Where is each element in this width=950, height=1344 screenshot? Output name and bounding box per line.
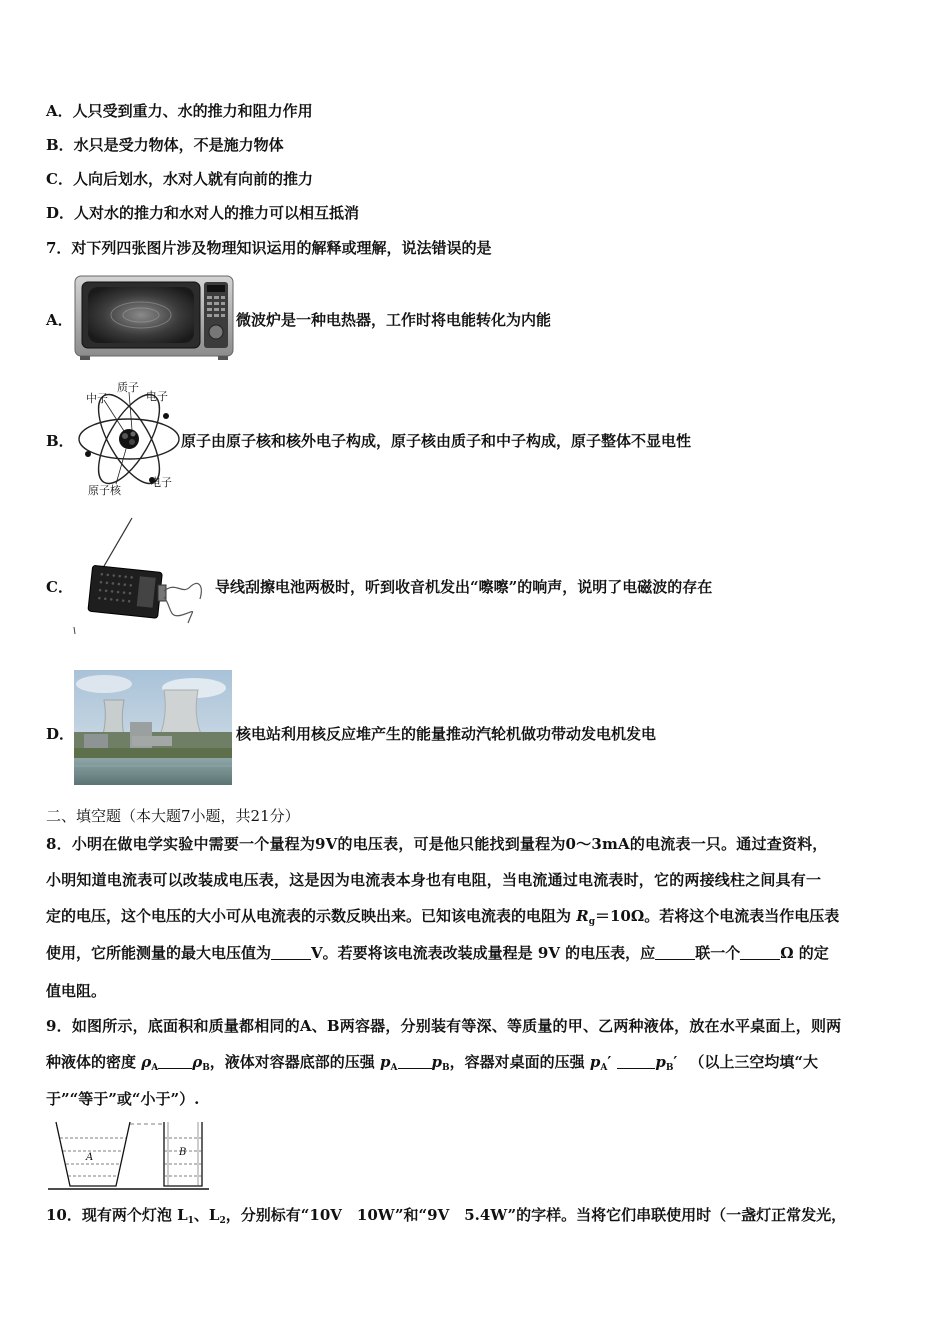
nuclear-plant-image: [74, 670, 232, 785]
atom-label-electron-bottom: 电子: [150, 476, 172, 489]
q8-line-4: [46, 943, 829, 963]
q7-a-text: 微波炉是一种电热器，工作时将电能转化为内能: [236, 311, 552, 329]
q8-resistance-subscript: g: [588, 917, 595, 927]
q8-line-5: 值电阻。: [46, 982, 107, 1000]
q9-p-b-prime-sub: B: [665, 1063, 674, 1073]
radio-battery-image: [72, 515, 212, 637]
q9-container-b-label: B: [179, 1147, 187, 1158]
q8-line-3: [46, 906, 839, 932]
q8-line-3-text-a: 定的电压，这个电压的大小可从电流表的示数反映出来。已知该电流表的电阻为: [46, 907, 577, 925]
q9-rho-a-sub: A: [151, 1063, 159, 1073]
q8-blank-3[interactable]: [740, 945, 780, 960]
q8-line-4-text-b: V。若要将该电流表改装成量程是 9V 的电压表，应: [311, 944, 656, 962]
q6-option-c: C．人向后划水，水对人就有向前的推力: [46, 170, 313, 188]
q9-line-1: 9．如图所示，底面积和质量都相同的A、B两容器，分别装有等深、等质量的甲、乙两种液体，放在水平桌面上，则两: [46, 1017, 842, 1035]
q7-stem: 7．对下列四张图片涉及物理知识运用的解释或理解，说法错误的是: [46, 239, 492, 257]
q9-line-2: [46, 1052, 818, 1078]
atom-label-neutron: 中子: [86, 392, 108, 405]
q10-text-a: 10．现有两个灯泡 L: [46, 1206, 188, 1224]
q7-d-label: D．: [46, 725, 75, 743]
q9-p-b-prime: p: [655, 1053, 666, 1071]
q7-c-label: C．: [46, 578, 73, 596]
q9-blank-3[interactable]: [617, 1054, 655, 1069]
q10-sub-2: 2: [219, 1216, 226, 1226]
q10-line-1: [46, 1205, 846, 1231]
q8-blank-1[interactable]: [271, 945, 311, 960]
q8-line-4-text-c: 联一个: [695, 944, 741, 962]
q9-prime-1: ′: [607, 1053, 612, 1071]
q9-prime-2: ′: [673, 1053, 678, 1071]
q6-option-b: B．水只是受力物体，不是施力物体: [46, 136, 284, 154]
q10-sub-1: 1: [187, 1216, 194, 1226]
q9-p-b: p: [431, 1053, 443, 1071]
q7-c-text: 导线刮擦电池两极时，听到收音机发出“嚓嚓”的响声，说明了电磁波的存在: [215, 578, 713, 596]
q9-line-2-text-d: （以上三空均填“大: [689, 1053, 819, 1071]
q9-p-a-prime-sub: A: [600, 1063, 608, 1073]
q9-line-2-text-b: ，液体对容器底部的压强: [209, 1053, 381, 1071]
q8-line-4-text-d: Ω 的定: [780, 944, 829, 962]
q7-b-text: 原子由原子核和核外电子构成，原子核由质子和中子构成，原子整体不显电性: [181, 432, 692, 450]
atom-label-electron-top: 电子: [146, 390, 168, 403]
q7-b-label: B．: [46, 432, 74, 450]
q8-line-3-text-b: ＝10Ω。若将这个电流表当作电压表: [595, 907, 840, 925]
q9-line-2-text-a: 种液体的密度: [46, 1053, 142, 1071]
q9-line-3: 于”“等于”或“小于”）.: [46, 1090, 200, 1108]
q8-line-1: 8．小明在做电学实验中需要一个量程为9V的电压表，可是他只能找到量程为0～3mA的电流表一只。通过查资料，: [46, 835, 828, 853]
microwave-image: [74, 275, 234, 361]
q9-blank-2[interactable]: [398, 1054, 432, 1069]
section2-title: 二、填空题（本大题7小题，共21分）: [46, 807, 300, 825]
atom-label-proton: 质子: [117, 381, 139, 394]
q8-line-4-text-a: 使用，它所能测量的最大电压值为: [46, 944, 272, 962]
q9-containers-figure: [46, 1118, 211, 1193]
q9-rho-b-sub: B: [202, 1063, 210, 1073]
q10-text-b: 、L: [193, 1206, 220, 1224]
q9-blank-1[interactable]: [158, 1054, 192, 1069]
q9-line-2-text-c: ，容器对桌面的压强: [449, 1053, 590, 1071]
q7-d-text: 核电站利用核反应堆产生的能量推动汽轮机做功带动发电机发电: [236, 725, 657, 743]
q7-a-label: A．: [46, 311, 73, 329]
q9-p-a: p: [380, 1053, 391, 1071]
q9-p-a-sub: A: [390, 1063, 398, 1073]
q8-resistance-symbol: R: [576, 907, 589, 925]
q9-p-a-prime: p: [589, 1053, 601, 1071]
q6-option-a: A．人只受到重力、水的推力和阻力作用: [46, 102, 313, 120]
q9-rho-a: ρ: [141, 1053, 152, 1071]
q10-text-c: ，分别标有“10V 10W”和“9V 5.4W”的字样。当将它们串联使用时（一盏灯正常发光，: [225, 1206, 847, 1224]
atom-diagram: [74, 376, 184, 498]
q9-p-b-sub: B: [442, 1063, 450, 1073]
q8-line-2: 小明知道电流表可以改装成电压表，这是因为电流表本身也有电阻，当电流通过电流表时，它的两接线柱之间具有一: [46, 871, 822, 889]
q8-blank-2[interactable]: [655, 945, 695, 960]
atom-label-nucleus: 原子核: [88, 484, 121, 497]
q9-container-a-label: A: [86, 1152, 94, 1163]
q6-option-d: D．人对水的推力和水对人的推力可以相互抵消: [46, 204, 360, 222]
q9-rho-b: ρ: [192, 1053, 203, 1071]
